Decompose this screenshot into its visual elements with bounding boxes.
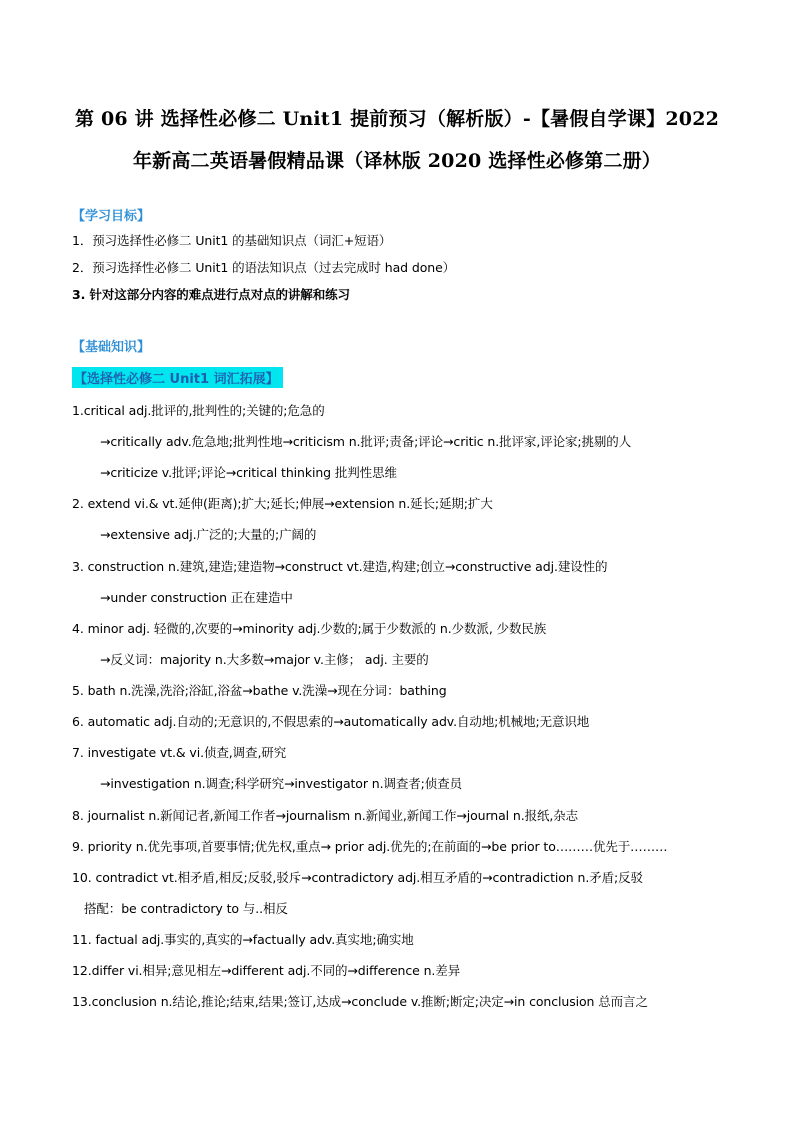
- vocab-line: 2. extend vi.& vt.延伸(距离);扩大;延长;伸展→extension n.延长;延期;扩大: [72, 496, 493, 511]
- vocab-line: →extensive adj.广泛的;大量的;广阔的: [100, 527, 317, 542]
- document-title-line-2: 年新高二英语暑假精品课（译林版 2020 选择性必修第二册）: [132, 150, 662, 172]
- vocab-line: →investigation n.调查;科学研究→investigator n.调查者;侦查员: [100, 776, 462, 791]
- basics-heading: 【基础知识】: [72, 340, 151, 355]
- vocab-line: 搭配：be contradictory to 与..相反: [84, 901, 288, 916]
- vocab-subheading: 【选择性必修二 Unit1 词汇拓展】: [72, 367, 283, 388]
- vocab-line: 4. minor adj. 轻微的,次要的→minority adj.少数的;属于少数派的 n.少数派, 少数民族: [72, 621, 547, 636]
- objectives-heading: 【学习目标】: [72, 209, 151, 224]
- vocab-line: →criticize v.批评;评论→critical thinking 批判性思维: [100, 465, 397, 480]
- document-title-line-1: 第 06 讲 选择性必修二 Unit1 提前预习（解析版）-【暑假自学课】2022: [74, 108, 720, 130]
- vocab-line: 6. automatic adj.自动的;无意识的,不假思索的→automatically adv.自动地;机械地;无意识地: [72, 714, 590, 729]
- vocab-line: 13.conclusion n.结论,推论;结束,结果;签订,达成→conclude v.推断;断定;决定→in conclusion 总而言之: [72, 994, 648, 1009]
- vocab-line: 3. construction n.建筑,建造;建造物→construct vt.建造,构建;创立→constructive adj.建设性的: [72, 559, 608, 574]
- vocab-line: 7. investigate vt.& vi.侦查,调查,研究: [72, 745, 287, 760]
- vocab-line: 11. factual adj.事实的,真实的→factually adv.真实地;确实地: [72, 932, 414, 947]
- vocab-line: 8. journalist n.新闻记者,新闻工作者→journalism n.新闻业,新闻工作→journal n.报纸,杂志: [72, 808, 579, 823]
- vocab-line: →反义词：majority n.大多数→major v.主修； adj. 主要的: [100, 652, 429, 667]
- vocab-line: →critically adv.危急地;批判性地→criticism n.批评;责备;评论→critic n.批评家,评论家;挑剔的人: [100, 434, 632, 449]
- vocab-line: 12.differ vi.相异;意见相左→different adj.不同的→difference n.差异: [72, 963, 461, 978]
- objective-item-3: 3. 针对这部分内容的难点进行点对点的讲解和练习: [72, 287, 350, 302]
- objective-item-1: 1．预习选择性必修二 Unit1 的基础知识点（词汇+短语）: [72, 233, 392, 248]
- vocab-line: 9. priority n.优先事项,首要事情;优先权,重点→ prior adj.优先的;在前面的→be prior to………优先于………: [72, 839, 668, 854]
- vocab-line: 10. contradict vt.相矛盾,相反;反驳,驳斥→contradictory adj.相互矛盾的→contradiction n.矛盾;反驳: [72, 870, 643, 885]
- vocab-line: →under construction 正在建造中: [100, 590, 293, 605]
- vocab-line: 5. bath n.洗澡,洗浴;浴缸,浴盆→bathe v.洗澡→现在分词：bathing: [72, 683, 447, 698]
- vocab-line: 1.critical adj.批评的,批判性的;关键的;危急的: [72, 403, 325, 418]
- objective-item-2: 2．预习选择性必修二 Unit1 的语法知识点（过去完成时 had done）: [72, 260, 456, 275]
